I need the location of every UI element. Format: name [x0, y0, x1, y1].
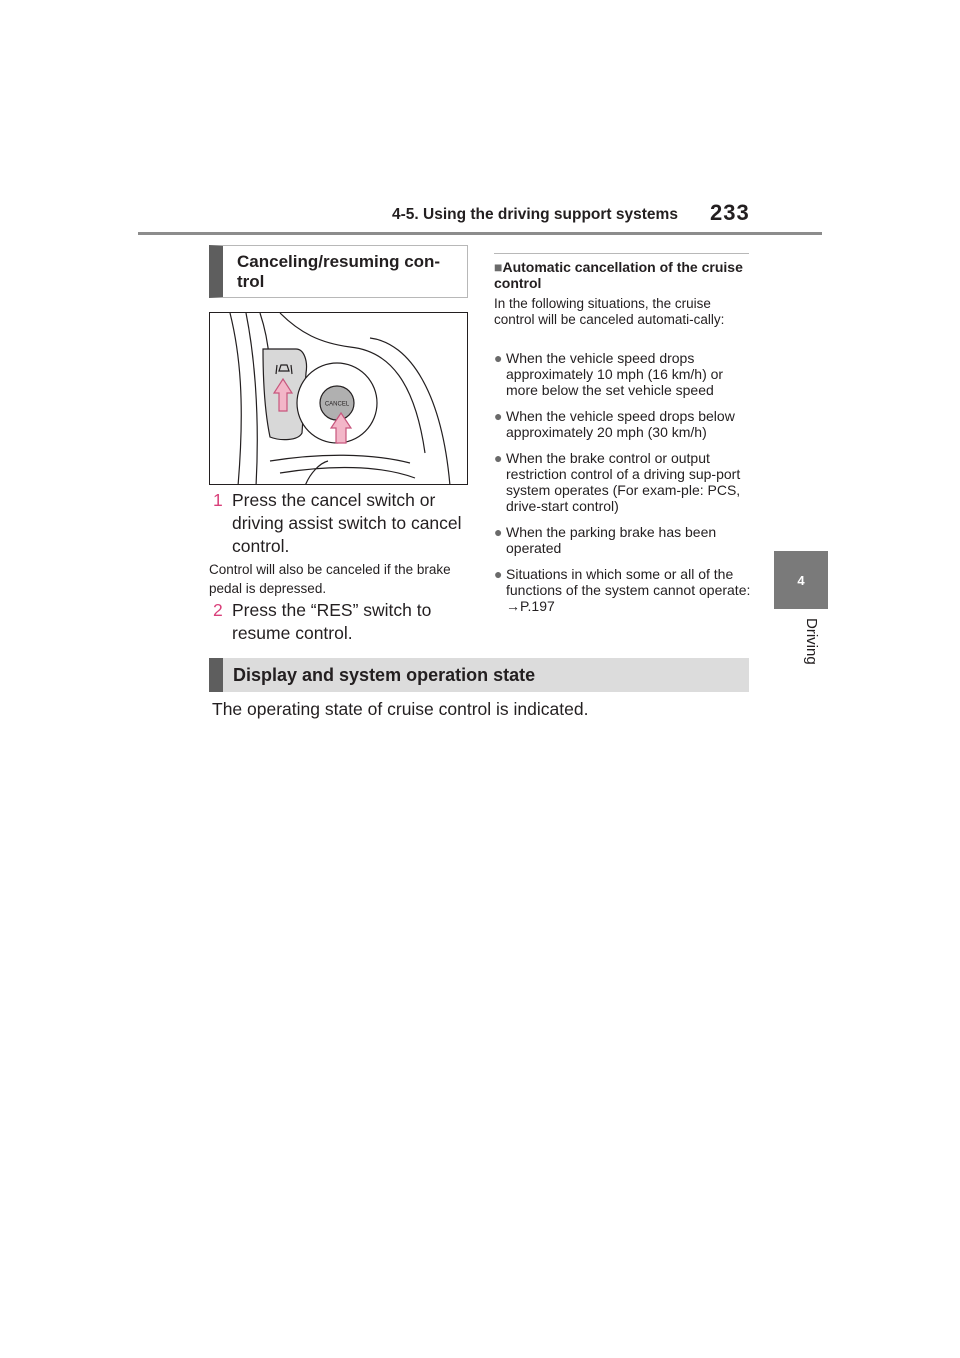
step-text: Press the cancel switch or driving assist switch to cancel control. [232, 490, 462, 556]
chapter-tab [774, 551, 828, 609]
section-heading-canceling [209, 245, 468, 298]
step-note: Control will also be canceled if the brake pedal is depressed. [209, 562, 451, 596]
auto-cancel-list [494, 350, 752, 624]
bullet-icon: ● [494, 350, 503, 366]
auto-cancel-heading [494, 259, 752, 291]
bullet-icon: ● [494, 408, 503, 424]
step-number: 2 [213, 600, 223, 620]
steering-switch-figure [209, 312, 468, 485]
page-number: 233 [710, 200, 750, 225]
step-1 [213, 489, 473, 558]
cancel-button-label: CANCEL [324, 401, 350, 408]
list-item-text: When the brake control or output restriction control of a driving sup-port system operates (For exam-ple: PCS, drive-start control) [506, 450, 741, 514]
list-item [494, 350, 752, 398]
list-item-text: Situations in which some or all of the functions of the system cannot operate: →P.197 [506, 566, 751, 614]
section-heading-display [209, 658, 749, 692]
subsection-rule [494, 253, 749, 254]
list-item-text: When the parking brake has been operated [506, 524, 717, 556]
header-section-title: 4-5. Using the driving support systems [392, 206, 678, 223]
bullet-icon: ● [494, 566, 503, 582]
header-rule [138, 232, 822, 235]
chapter-number: 4 [797, 572, 805, 588]
auto-cancel-heading-text: Automatic cancellation of the cruise control [494, 259, 743, 291]
list-item [494, 450, 752, 514]
body-paragraph: The operating state of cruise control is indicated. [212, 699, 589, 719]
list-item [494, 566, 752, 614]
section-heading-canceling-text: Canceling/resuming con- trol [237, 252, 441, 291]
bullet-icon: ● [494, 450, 503, 466]
list-item-text: When the vehicle speed drops approximately 10 mph (16 km/h) or more below the set vehicle speed [506, 350, 724, 398]
auto-cancel-intro: In the following situations, the cruise control will be canceled automati-cally: [494, 296, 725, 327]
list-item [494, 524, 752, 556]
square-marker-icon: ■ [494, 259, 503, 275]
list-item-text: When the vehicle speed drops below approximately 20 mph (30 km/h) [506, 408, 735, 440]
list-item [494, 408, 752, 440]
step-number: 1 [213, 490, 223, 510]
steering-switch-illustration [210, 313, 468, 485]
bullet-icon: ● [494, 524, 503, 540]
step-text: Press the “RES” switch to resume control. [232, 600, 432, 643]
step-2 [213, 599, 473, 645]
chapter-label: Driving [803, 618, 820, 665]
section-heading-display-text: Display and system operation state [233, 665, 536, 685]
